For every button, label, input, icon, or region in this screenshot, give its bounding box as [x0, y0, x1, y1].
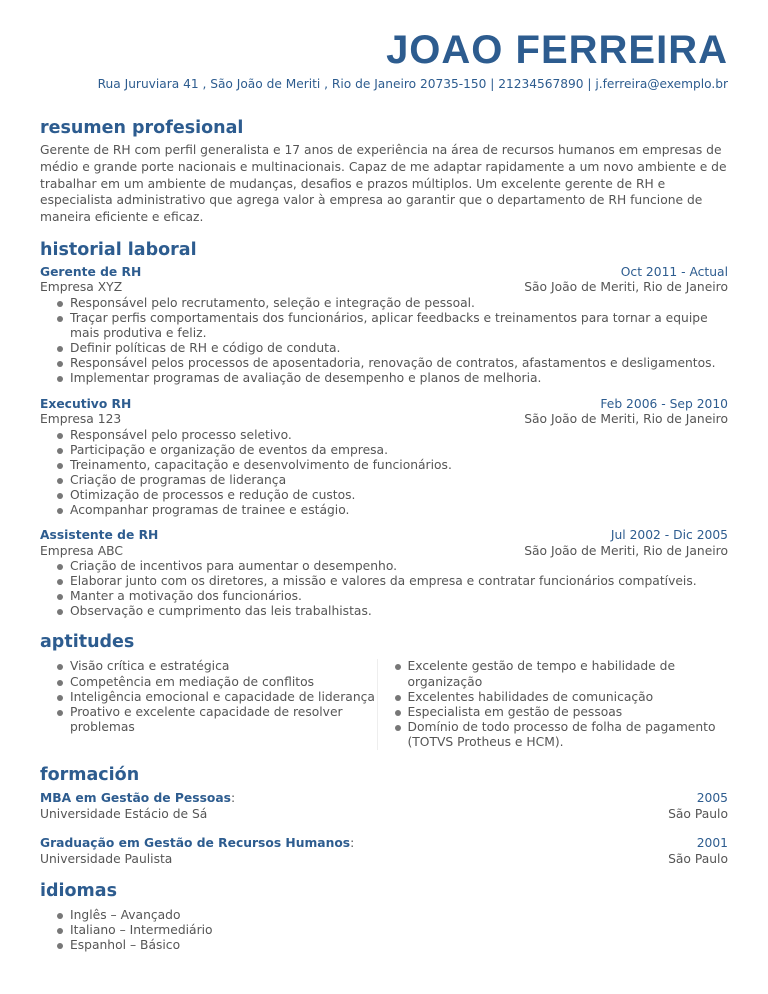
edu-colon: :	[230, 791, 236, 806]
work-history-section	[40, 239, 728, 620]
job-title: Gerente de RH	[40, 264, 142, 279]
summary-section	[40, 117, 728, 226]
skills-section	[40, 631, 728, 750]
list-item: Espanhol – Básico	[40, 938, 728, 953]
list-item: Elaborar junto com os diretores, a missão e valores da empresa e contratar funcionários compatíveis.	[40, 574, 728, 589]
list-item: Participação e organização de eventos da empresa.	[40, 443, 728, 458]
skills-title: aptitudes	[40, 632, 135, 653]
edu-school: Universidade Estácio de Sá	[40, 806, 208, 821]
job-dates: Jul 2002 - Dic 2005	[610, 528, 728, 543]
job-company: Empresa 123	[40, 412, 122, 427]
job-bullets	[40, 559, 728, 619]
list-item: Criação de programas de liderança	[40, 473, 728, 488]
edu-city: São Paulo	[668, 806, 728, 821]
summary-title: resumen profesional	[40, 118, 244, 138]
list-item: Proativo e excelente capacidade de resolver problemas	[40, 705, 377, 735]
list-item: Italiano – Intermediário	[40, 923, 728, 938]
job-location: São João de Meriti, Rio de Janeiro	[524, 280, 728, 295]
list-item: Responsável pelos processos de aposentadoria, renovação de contratos, afastamentos e desligamentos.	[40, 356, 728, 371]
job-entry	[40, 265, 728, 387]
job-title: Executivo RH	[40, 396, 132, 411]
list-item: Manter a motivação dos funcionários.	[40, 589, 728, 604]
edu-city: São Paulo	[668, 851, 728, 866]
candidate-name: JOAO FERREIRA	[386, 28, 728, 72]
list-item: Excelente gestão de tempo e habilidade de organização	[392, 659, 729, 689]
edu-school: Universidade Paulista	[40, 851, 173, 866]
edu-degree: MBA em Gestão de Pessoas	[40, 791, 231, 806]
list-item: Treinamento, capacitação e desenvolvimento de funcionários.	[40, 458, 728, 473]
list-item: Responsável pelo recrutamento, seleção e integração de pessoal.	[40, 296, 728, 311]
job-dates: Oct 2011 - Actual	[620, 264, 728, 279]
list-item: Competência em mediação de conflitos	[40, 675, 377, 690]
list-item: Inteligência emocional e capacidade de liderança	[40, 690, 377, 705]
languages-section	[40, 880, 728, 953]
list-item: Excelentes habilidades de comunicação	[392, 690, 729, 705]
list-item: Inglês – Avançado	[40, 908, 728, 923]
list-item: Implementar programas de avaliação de desempenho e planos de melhoria.	[40, 371, 728, 386]
list-item: Visão crítica e estratégica	[40, 659, 377, 674]
list-item: Traçar perfis comportamentais dos funcionários, aplicar feedbacks e treinamentos para tornar a equipe mais produtiva e feliz.	[40, 311, 728, 341]
job-title: Assistente de RH	[40, 528, 159, 543]
languages-list	[40, 908, 728, 953]
education-entry	[40, 791, 728, 822]
job-location: São João de Meriti, Rio de Janeiro	[524, 543, 728, 558]
education-entry	[40, 836, 728, 867]
list-item: Otimização de processos e redução de custos.	[40, 488, 728, 503]
contact-info: Rua Juruviara 41 , São João de Meriti , Rio de Janeiro 20735-150 | 21234567890 | j.ferreira@exemplo.br	[97, 77, 728, 91]
list-item: Criação de incentivos para aumentar o desempenho.	[40, 559, 728, 574]
skills-left-column	[40, 659, 378, 750]
edu-year: 2005	[696, 791, 728, 806]
summary-text: Gerente de RH com perfil generalista e 17 anos de experiência na área de recursos humanos em empresas de médio e grande porte nacionais e multinacionais. Capaz de me adaptar rapidamente a um novo ambiente e de trabalhar em um ambiente de mudanças, desafios e prazos múltiplos. Um excelente gerente de RH e especialista administrativo que agrega valor à empresa ao garantir que o departamento de RH funcione de maneira eficiente e eficaz.	[40, 143, 727, 225]
job-company: Empresa ABC	[40, 543, 123, 558]
job-bullets	[40, 428, 728, 519]
list-item: Especialista em gestão de pessoas	[392, 705, 729, 720]
job-dates: Feb 2006 - Sep 2010	[600, 396, 728, 411]
skills-right-column	[378, 659, 729, 750]
edu-year: 2001	[696, 836, 728, 851]
job-entry	[40, 397, 728, 519]
edu-colon: :	[350, 836, 355, 851]
job-location: São João de Meriti, Rio de Janeiro	[524, 412, 728, 427]
job-list	[40, 265, 728, 620]
list-item: Definir políticas de RH e código de conduta.	[40, 341, 728, 356]
work-history-title: historial laboral	[40, 239, 197, 260]
list-item: Observação e cumprimento das leis trabalhistas.	[40, 604, 728, 619]
skills-columns	[40, 659, 728, 750]
education-title: formación	[40, 765, 140, 786]
job-entry	[40, 528, 728, 619]
education-section	[40, 764, 728, 867]
list-item: Responsável pelo processo seletivo.	[40, 428, 728, 443]
job-company: Empresa XYZ	[40, 280, 123, 295]
list-item: Domínio de todo processo de folha de pagamento (TOTVS Protheus e HCM).	[392, 720, 729, 750]
list-item: Acompanhar programas de trainee e estágio.	[40, 503, 728, 518]
edu-degree: Graduação em Gestão de Recursos Humanos	[40, 836, 351, 851]
languages-title: idiomas	[40, 881, 118, 902]
job-bullets	[40, 296, 728, 387]
